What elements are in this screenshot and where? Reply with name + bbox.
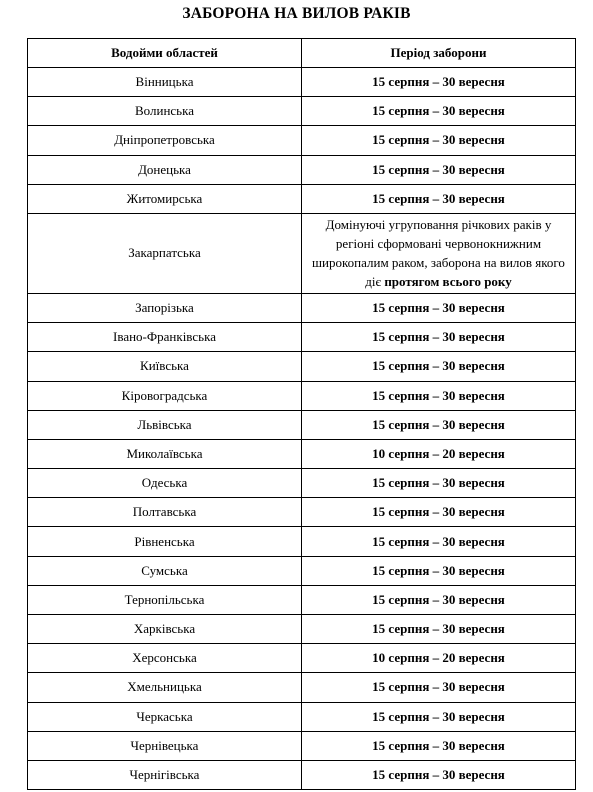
region-cell: Вінницька — [28, 68, 302, 97]
table-row — [28, 352, 576, 381]
region-cell: Миколаївська — [28, 439, 302, 468]
period-cell: 15 серпня – 30 вересня — [302, 556, 576, 585]
table-row — [28, 702, 576, 731]
period-cell: 15 серпня – 30 вересня — [302, 68, 576, 97]
table-row — [28, 213, 576, 293]
table-row — [28, 381, 576, 410]
header-region: Водойми областей — [28, 39, 302, 68]
table-row — [28, 155, 576, 184]
table-header-row — [28, 39, 576, 68]
region-cell: Донецька — [28, 155, 302, 184]
table-row — [28, 126, 576, 155]
period-cell: 10 серпня – 20 вересня — [302, 644, 576, 673]
table-row — [28, 68, 576, 97]
region-cell: Закарпатська — [28, 213, 302, 293]
period-cell: 15 серпня – 30 вересня — [302, 126, 576, 155]
period-cell: 15 серпня – 30 вересня — [302, 760, 576, 789]
region-cell: Чернівецька — [28, 731, 302, 760]
region-cell: Львівська — [28, 410, 302, 439]
table-row — [28, 498, 576, 527]
period-cell: 15 серпня – 30 вересня — [302, 352, 576, 381]
table-row — [28, 760, 576, 789]
region-cell: Полтавська — [28, 498, 302, 527]
region-cell: Рівненська — [28, 527, 302, 556]
period-cell: 15 серпня – 30 вересня — [302, 702, 576, 731]
table-row — [28, 731, 576, 760]
crayfish-ban-table — [27, 38, 576, 790]
table-row — [28, 293, 576, 322]
period-cell: 15 серпня – 30 вересня — [302, 673, 576, 702]
table-row — [28, 615, 576, 644]
table-row — [28, 585, 576, 614]
period-cell: 15 серпня – 30 вересня — [302, 585, 576, 614]
table-row — [28, 323, 576, 352]
period-cell: 15 серпня – 30 вересня — [302, 97, 576, 126]
table-row — [28, 644, 576, 673]
period-cell: 15 серпня – 30 вересня — [302, 527, 576, 556]
period-cell: 15 серпня – 30 вересня — [302, 615, 576, 644]
period-cell: 10 серпня – 20 вересня — [302, 439, 576, 468]
region-cell: Сумська — [28, 556, 302, 585]
region-cell: Одеська — [28, 469, 302, 498]
region-cell: Київська — [28, 352, 302, 381]
region-cell: Волинська — [28, 97, 302, 126]
region-cell: Тернопільська — [28, 585, 302, 614]
period-cell: 15 серпня – 30 вересня — [302, 498, 576, 527]
table-row — [28, 439, 576, 468]
document-title: ЗАБОРОНА НА ВИЛОВ РАКІВ — [182, 5, 411, 22]
region-cell: Хмельницька — [28, 673, 302, 702]
period-cell: 15 серпня – 30 вересня — [302, 469, 576, 498]
period-note-cell — [302, 213, 576, 293]
period-cell: 15 серпня – 30 вересня — [302, 731, 576, 760]
period-note-emphasis: протягом всього року — [384, 274, 512, 290]
region-cell: Чернігівська — [28, 760, 302, 789]
region-cell: Черкаська — [28, 702, 302, 731]
period-cell: 15 серпня – 30 вересня — [302, 381, 576, 410]
table-row — [28, 673, 576, 702]
table-row — [28, 556, 576, 585]
period-cell: 15 серпня – 30 вересня — [302, 184, 576, 213]
region-cell: Херсонська — [28, 644, 302, 673]
table-row — [28, 410, 576, 439]
table-row — [28, 97, 576, 126]
period-cell: 15 серпня – 30 вересня — [302, 323, 576, 352]
table-row — [28, 527, 576, 556]
period-cell: 15 серпня – 30 вересня — [302, 410, 576, 439]
period-cell: 15 серпня – 30 вересня — [302, 293, 576, 322]
table-row — [28, 469, 576, 498]
table-row — [28, 184, 576, 213]
region-cell: Запорізька — [28, 293, 302, 322]
region-cell: Івано-Франківська — [28, 323, 302, 352]
period-note-text: Домінуючі угруповання річкових раків у регіоні сформовані червонокнижним широкопалим раком, заборона на вилов якого діє — [312, 217, 565, 290]
region-cell: Житомирська — [28, 184, 302, 213]
region-cell: Харківська — [28, 615, 302, 644]
region-cell: Кіровоградська — [28, 381, 302, 410]
region-cell: Дніпропетровська — [28, 126, 302, 155]
header-period: Період заборони — [302, 39, 576, 68]
period-cell: 15 серпня – 30 вересня — [302, 155, 576, 184]
